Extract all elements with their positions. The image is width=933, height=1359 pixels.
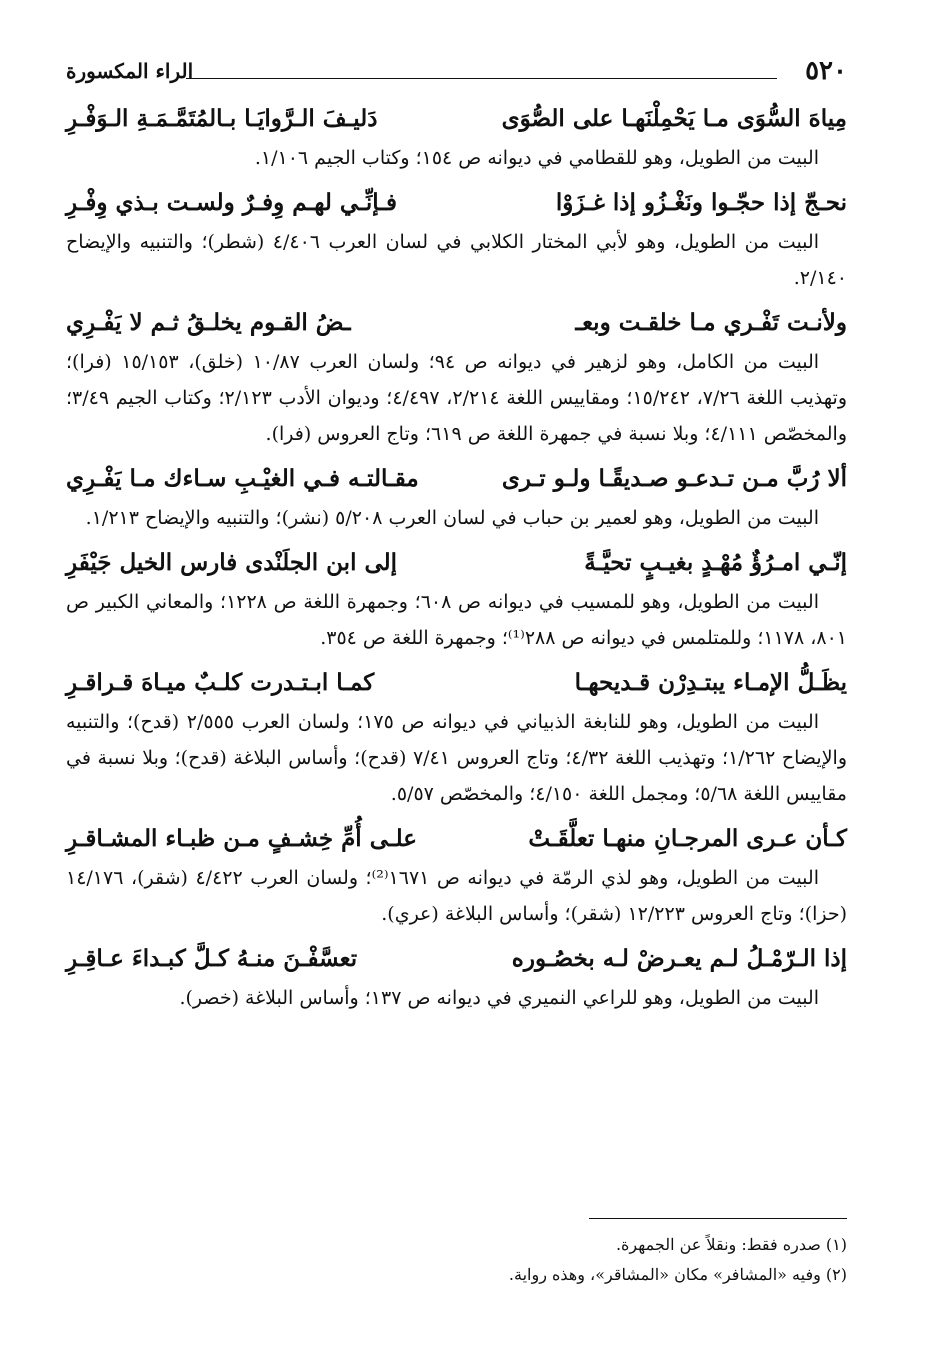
page-number: ٥٢٠ [805, 56, 847, 86]
verse-hemistich-second: إلى ابن الجلَنْدى فارس الخيل جَيْفَرِ [66, 549, 398, 576]
verse-entry [66, 98, 847, 176]
verse-hemistich-second: ـضُ القـوم يخلـقُ ثـم لا يَفْـرِي [66, 309, 351, 336]
verse-hemistich-first: مِياهَ السُّوَى مـا يَحْمِلْنَهـا على الصُّوَى [501, 105, 847, 132]
footnote: (١) صدره فقط: ونقلاً عن الجمهرة. [615, 1235, 847, 1254]
verse-hemistich-first: ألا رُبَّ مـن تـدعـو صـديقًـا ولـو تـرى [501, 465, 847, 492]
verse-line [66, 182, 847, 224]
entries-list [66, 98, 847, 1022]
verse-commentary: البيت من الطويل، وهو لأبي المختار الكلابي في لسان العرب ٤/٤٠٦ (شطر)؛ والتنبيه والإيضاح ٢/١٤٠. [66, 231, 847, 289]
verse-entry [66, 458, 847, 536]
verse-hemistich-second: علـى أُمِّ خِشـفٍ مـن ظبـاء المشـاقـرِ [66, 825, 417, 852]
chapter-title: الراء المكسورة [66, 59, 194, 83]
verse-commentary: البيت من الطويل، وهو للنابغة الذبياني في ديوانه ص ١٧٥؛ ولسان العرب ٢/٥٥٥ (قدح)؛ والتنبيه والإيضاح ١/٢٦٢؛ وتهذيب اللغة ٤/٣٢؛ وتاج العروس ٧/٤١ (قدح)؛ وأساس البلاغة (قدح)؛ وبلا نسبة في مقاييس اللغة ٥/٦٨؛ ومجمل اللغة ٤/١٥٠؛ والمخصّص ٥/٥٧. [66, 711, 847, 805]
verse-hemistich-first: كـأن عـرى المرجـانِ منهـا تعلَّقَـتْ [528, 825, 847, 852]
verse-hemistich-second: فـإنِّـي لهـم وِفـرٌ ولسـت بـذي وِفْـرِ [66, 189, 397, 216]
verse-hemistich-second: مقـالتـه فـي الغيْـبِ سـاءك مـا يَفْـرِي [66, 465, 419, 492]
footnotes [66, 1230, 847, 1290]
verse-commentary: البيت من الطويل، وهو للقطامي في ديوانه ص ١٥٤؛ وكتاب الجيم ١/١٠٦. [254, 147, 819, 169]
verse-entry [66, 182, 847, 296]
verse-commentary: البيت من الكامل، وهو لزهير في ديوانه ص ٩٤؛ ولسان العرب ١٠/٨٧ (خلق)، ١٥/١٥٣ (فرا)؛ وتهذيب اللغة ٧/٢٦، ١٥/٢٤٢؛ ومقاييس اللغة ٢/٢١٤، ٤/٤٩٧؛ وديوان الأدب ٢/١٢٣؛ وكتاب الجيم ٣/٤٩؛ والمخصّص ٤/١١١؛ وبلا نسبة في جمهرة اللغة ص ٦١٩؛ وتاج العروس (فرا). [66, 351, 848, 445]
footnote: (٢) وفيه «المشافر» مكان «المشاقر»، وهذه رواية. [508, 1265, 847, 1284]
verse-line [66, 662, 847, 704]
verse-entry [66, 542, 847, 656]
verse-entry [66, 662, 847, 812]
running-header [66, 56, 847, 90]
verse-hemistich-first: إنّـي امـرُؤٌ مُهْـدٍ بغيـبٍ تحيَّـةً [584, 549, 847, 576]
verse-line [66, 938, 847, 980]
verse-entry [66, 938, 847, 1016]
verse-commentary: البيت من الطويل، وهو لعمير بن حباب في لسان العرب ٥/٢٠٨ (نشر)؛ والتنبيه والإيضاح ١/٢١٣. [85, 507, 819, 529]
verse-line [66, 542, 847, 584]
footnote-rule [589, 1218, 847, 1219]
verse-entry [66, 302, 847, 452]
verse-hemistich-first: يظَـلُّ الإمـاء يبتـدِرْن قـديحهـا [574, 669, 847, 696]
verse-line [66, 818, 847, 860]
verse-hemistich-first: إذا الـرّمْـلُ لـم يعـرضْ لـه بخصُـوره [511, 945, 847, 972]
header-rule [186, 78, 777, 79]
verse-hemistich-second: كمـا ابـتـدرت كلـبٌ ميـاهَ قـراقـرِ [66, 669, 375, 696]
verse-line [66, 458, 847, 500]
verse-commentary: البيت من الطويل، وهو لذي الرمّة في ديوانه ص ١٦٧١⁽²⁾؛ ولسان العرب ٤/٤٢٢ (شقر)، ١٤/١٧٦ (حزا)؛ وتاج العروس ١٢/٢٢٣ (شقر)؛ وأساس البلاغة (عري). [66, 867, 847, 925]
verse-line [66, 302, 847, 344]
verse-commentary: البيت من الطويل، وهو للراعي النميري في ديوانه ص ١٣٧؛ وأساس البلاغة (خصر). [179, 987, 819, 1009]
verse-hemistich-first: نحـجّ إذا حجّـوا ونَغْـزُو إذا غـزَوْا [555, 189, 847, 216]
verse-hemistich-first: ولأنـت تَفْـري مـا خلقـت وبعـ [575, 309, 847, 336]
verse-hemistich-second: دَليـفَ الـرَّوايَـا بـالمُتَمَّـمَـةِ الـوَفْـرِ [66, 105, 378, 132]
verse-commentary: البيت من الطويل، وهو للمسيب في ديوانه ص ٦٠٨؛ وجمهرة اللغة ص ١٢٢٨؛ والمعاني الكبير ص ٨٠١، ١١٧٨؛ وللمتلمس في ديوانه ص ٢٨٨⁽¹⁾؛ وجمهرة اللغة ص ٣٥٤. [66, 591, 847, 649]
verse-entry [66, 818, 847, 932]
verse-hemistich-second: تعسَّفْـنَ منـهُ كـلَّ كبـداءَ عـاقِـرِ [66, 945, 358, 972]
verse-line [66, 98, 847, 140]
